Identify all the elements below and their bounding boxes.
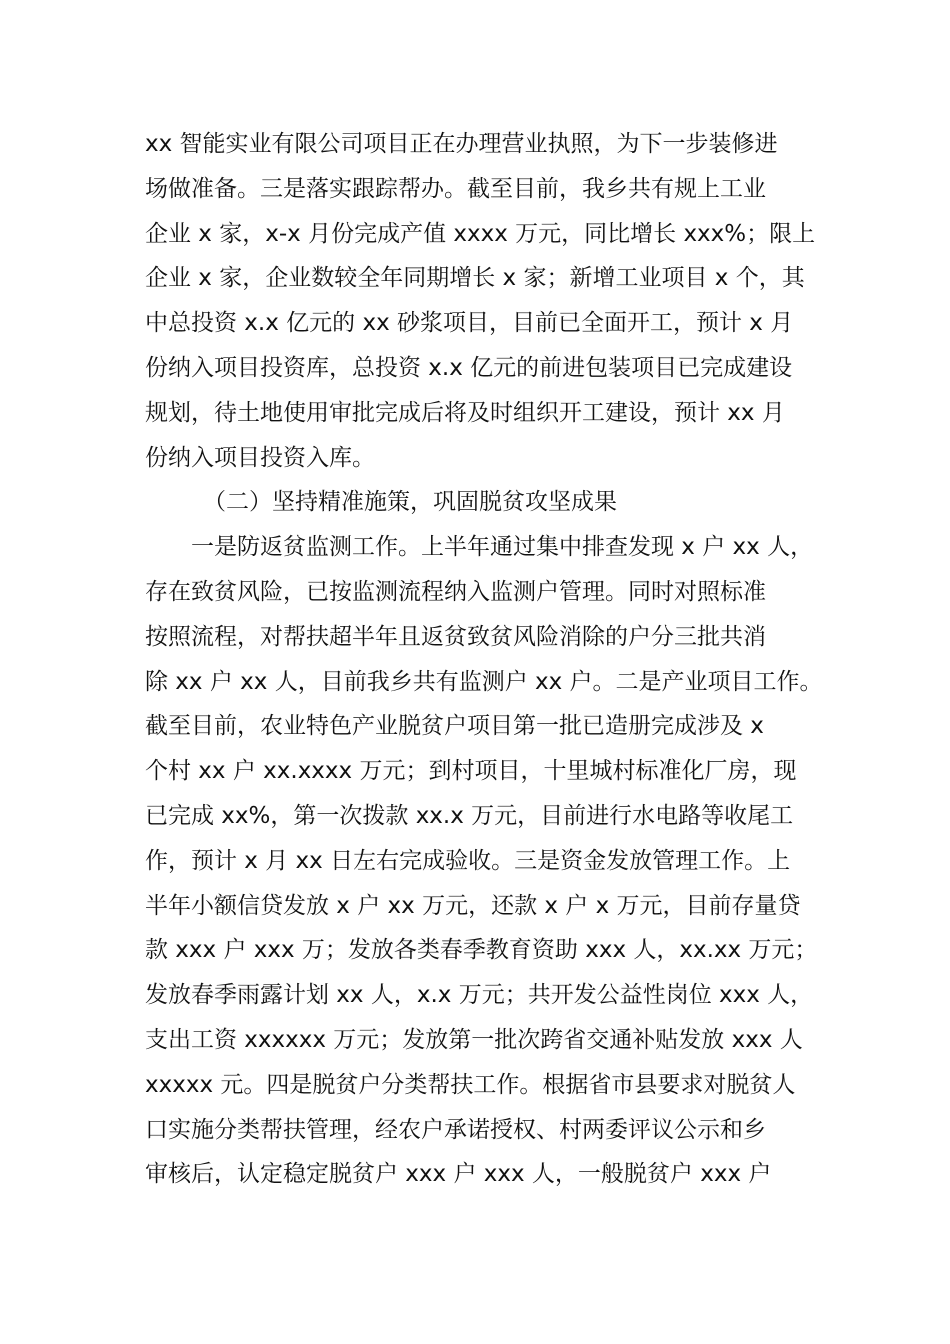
text-line: 作，预计 x 月 xx 日左右完成验收。三是资金发放管理工作。上 <box>145 847 791 874</box>
text-line: 份纳入项目投资入库。 <box>145 444 375 471</box>
text-line: 中总投资 x.x 亿元的 xx 砂浆项目，目前已全面开工，预计 x 月 <box>145 310 794 337</box>
text-line: 支出工资 xxxxxx 万元；发放第一批次跨省交通补贴发放 xxx 人 <box>145 1026 803 1053</box>
text-line: 企业 x 家，x-x 月份完成产值 xxxx 万元，同比增长 xxx%；限上 <box>145 220 816 247</box>
section-heading: （二）坚持精准施策，巩固脱贫攻坚成果 <box>203 489 617 516</box>
text-line: 份纳入项目投资库，总投资 x.x 亿元的前进包装项目已完成建设 <box>145 354 793 381</box>
text-line: 款 xxx 户 xxx 万；发放各类春季教育资助 xxx 人，xx.xx 万元； <box>145 937 818 964</box>
text-line: 规划，待土地使用审批完成后将及时组织开工建设，预计 xx 月 <box>145 399 785 426</box>
text-line: 审核后，认定稳定脱贫户 xxx 户 xxx 人，一般脱贫户 xxx 户 <box>145 1161 772 1188</box>
text-line: 企业 x 家，企业数较全年同期增长 x 家；新增工业项目 x 个，其 <box>145 265 805 292</box>
text-line: 存在致贫风险，已按监测流程纳入监测户管理。同时对照标准 <box>145 578 766 605</box>
text-line: xx 智能实业有限公司项目正在办理营业执照，为下一步装修进 <box>145 131 778 157</box>
text-line: 场做准备。三是落实跟踪帮办。截至目前，我乡共有规上工业 <box>145 175 766 202</box>
text-line: 除 xx 户 xx 人，目前我乡共有监测户 xx 户。二是产业项目工作。 <box>145 668 823 695</box>
text-line: 口实施分类帮扶管理，经农户承诺授权、村两委评议公示和乡 <box>145 1116 766 1143</box>
text-line: 半年小额信贷发放 x 户 xx 万元，还款 x 户 x 万元，目前存量贷 <box>145 892 801 919</box>
text-line: 截至目前，农业特色产业脱贫户项目第一批已造册完成涉及 x <box>145 713 764 740</box>
document-body <box>145 122 825 1197</box>
text-line: 发放春季雨露计划 xx 人，x.x 万元；共开发公益性岗位 xxx 人， <box>145 982 814 1009</box>
text-line: 个村 xx 户 xx.xxxx 万元；到村项目，十里城村标准化厂房，现 <box>145 758 797 785</box>
text-line: 已完成 xx%，第一次拨款 xx.x 万元，目前进行水电路等收尾工 <box>145 802 794 829</box>
text-line: xxxxx 元。四是脱贫户分类帮扶工作。根据省市县要求对脱贫人 <box>145 1071 796 1098</box>
text-line: 按照流程，对帮扶超半年且返贫致贫风险消除的户分三批共消 <box>145 623 766 650</box>
paragraph-first-line: 一是防返贫监测工作。上半年通过集中排查发现 x 户 xx 人， <box>191 534 814 561</box>
